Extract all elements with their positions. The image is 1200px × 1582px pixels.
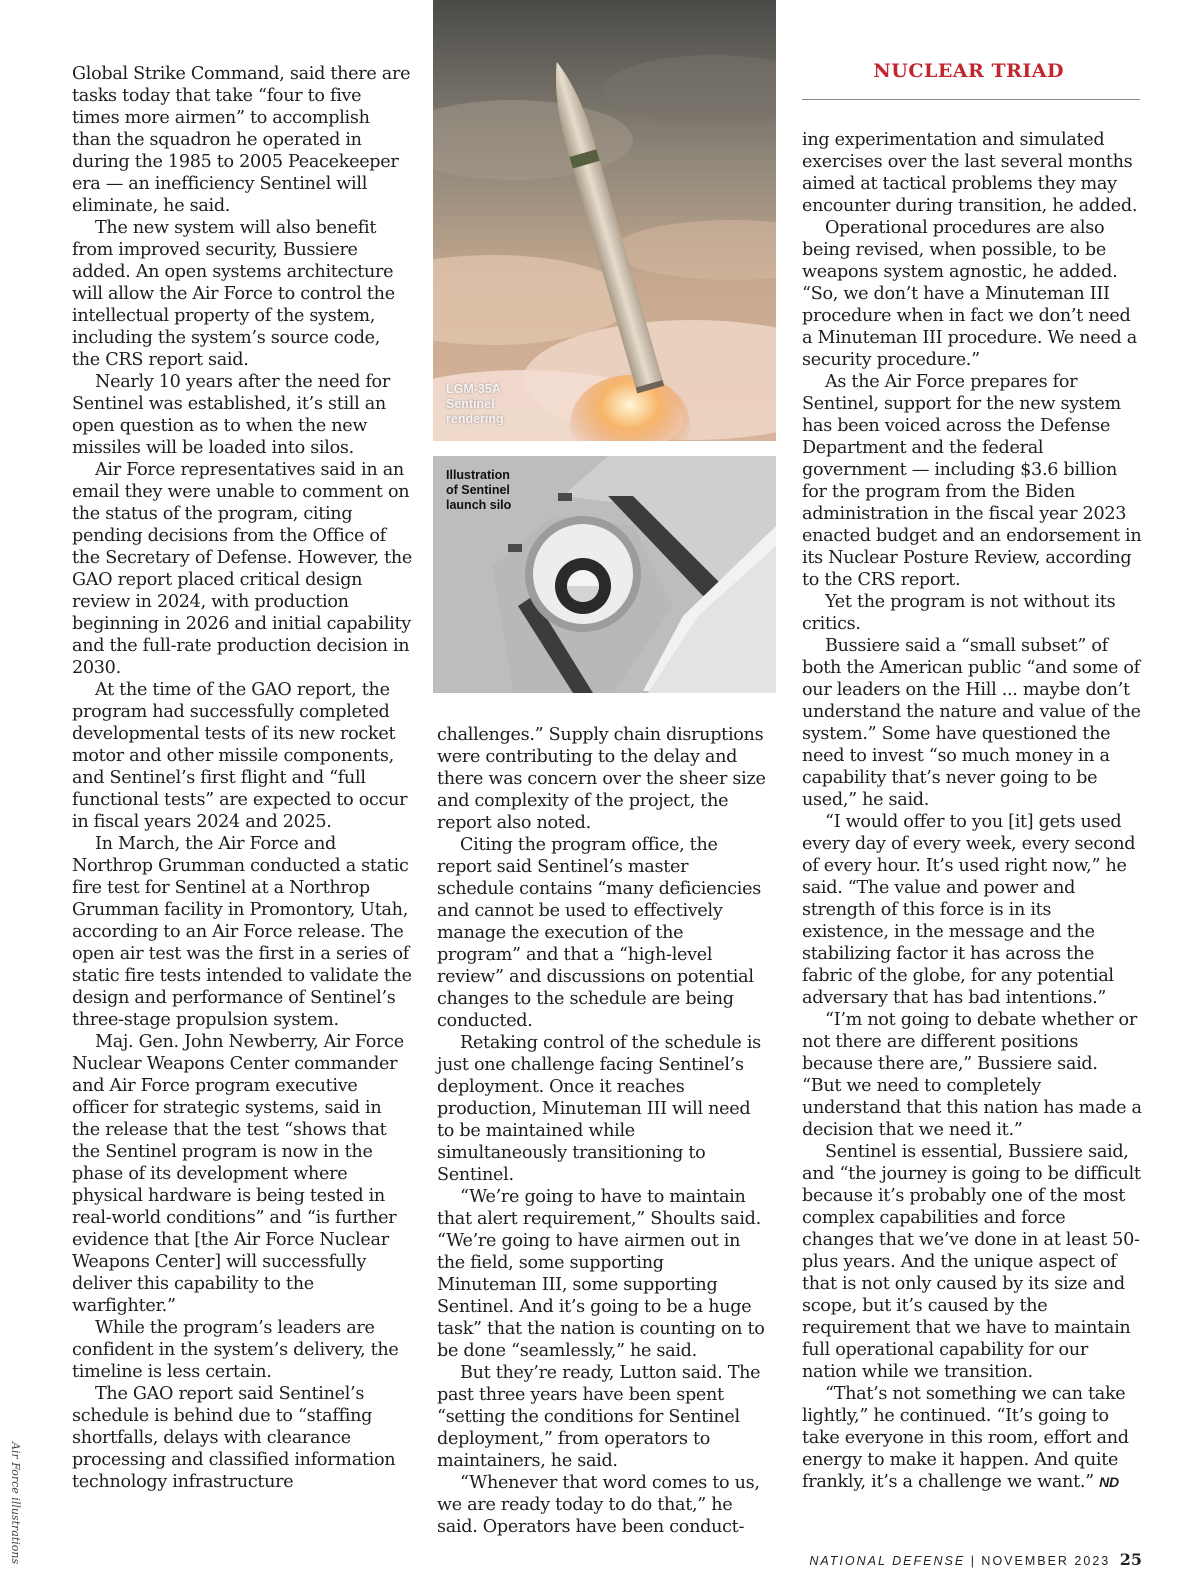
page-number: 25 (1119, 1550, 1142, 1569)
paragraph: At the time of the GAO report, the program had successfully completed developmental tests of its new rocket motor and other missile components, and Sentinel’s first flight and “full functional tests” are expected to occur in fiscal years 2024 and 2025. (72, 680, 408, 832)
paragraph: Retaking control of the schedule is just one challenge facing Sentinel’s deployment. Once it reaches production, Minuteman III will need to be maintained while simultaneously transitioning to Sentinel. (437, 1033, 761, 1185)
paragraph: Sentinel is essential, Bussiere said, and “the journey is going to be difficult because it’s probably one of the most complex capabilities and force changes that we’ve done in at least 50-plus years. And the unique aspect of that is not only caused by its size and scope, but it’s caused by the requirement that we have to maintain full operational capability for our nation while we transition. (802, 1142, 1141, 1382)
paragraph: Bussiere said a “small subset” of both the American public “and some of our leaders on the Hill ... maybe don’t understand the nature and value of the system.” Some have questioned the need to invest “so much money in a capability that’s never going to be used,” he said. (802, 636, 1141, 810)
caption-line: Illustration (446, 468, 510, 482)
paragraph-text: “That’s not something we can take lightly,” he continued. “It’s going to take everyone in this room, effort and energy to make it happen. And quite frankly, it’s a challenge we want.” (802, 1384, 1129, 1492)
issue-date: NOVEMBER 2023 (981, 1554, 1111, 1568)
paragraph: challenges.” Supply chain disruptions were contributing to the delay and there was concern over the sheer size and complexity of the project, the report also noted. (437, 725, 766, 833)
article-column-1 (72, 63, 412, 1493)
paragraph: The new system will also benefit from improved security, Bussiere added. An open systems architecture will allow the Air Force to control the intellectual property of the system, including the system’s source code, the CRS report said. (72, 218, 395, 370)
publication-name: NATIONAL DEFENSE (809, 1554, 966, 1568)
silo-image-caption (446, 468, 556, 513)
paragraph: Nearly 10 years after the need for Sentinel was established, it’s still an open question as to when the new missiles will be loaded into silos. (72, 372, 390, 458)
paragraph: Citing the program office, the report said Sentinel’s master schedule contains “many deficiencies and cannot be used to effectively manage the execution of the program” and that a “high-level review” and discussions on potential changes to the schedule are being conducted. (437, 835, 761, 1031)
page-footer (809, 1550, 1142, 1569)
paragraph: While the program’s leaders are confident in the system’s delivery, the timeline is less certain. (72, 1318, 399, 1382)
paragraph: As the Air Force prepares for Sentinel, support for the new system has been voiced across the Defense Department and the federal government — including $3.6 billion for the program from the Biden administration in the fiscal year 2023 enacted budget and an endorsement in its Nuclear Posture Review, according to the CRS report. (802, 372, 1142, 590)
article-column-3 (802, 129, 1142, 1493)
caption-line: of Sentinel (446, 483, 510, 497)
caption-line: rendering (446, 412, 504, 426)
paragraph: Yet the program is not without its critics. (802, 592, 1116, 634)
photo-credit-text: Air Force illustrations (9, 1442, 22, 1565)
paragraph: “I would offer to you [it] gets used every day of every week, every second of every hour. It’s used right now,” he said. “The value and power and strength of this force is in its existence, in the message and the stabilizing factor it has across the fabric of the globe, for any potential adversary that has bad intentions.” (802, 812, 1136, 1008)
rocket-rendering-graphic (433, 0, 776, 441)
end-mark: ND (1099, 1474, 1119, 1490)
paragraph-final (802, 1383, 1142, 1493)
paragraph: Global Strike Command, said there are tasks today that take “four to five times more airmen” to accomplish than the squadron he operated in during the 1985 to 2005 Peacekeeper era — an inefficiency Sentinel will eliminate, he said. (72, 64, 411, 216)
article-column-2 (437, 724, 767, 1538)
paragraph: But they’re ready, Lutton said. The past three years have been spent “setting the conditions for Sentinel deployment,” from operators to maintainers, he said. (437, 1363, 761, 1471)
paragraph: The GAO report said Sentinel’s schedule is behind due to “staffing shortfalls, delays with clearance processing and classified information technology infrastructure (72, 1384, 396, 1492)
paragraph: “I’m not going to debate whether or not there are different positions because there are,” Bussiere said. “But we need to completely understand that this nation has made a decision that we need it.” (802, 1010, 1142, 1140)
caption-line: LGM-35A (446, 382, 501, 396)
section-rule (802, 99, 1140, 100)
paragraph: ing experimentation and simulated exercises over the last several months aimed at tactical problems they may encounter during transition, he added. (802, 130, 1138, 216)
section-label: NUCLEAR TRIAD (873, 60, 1064, 82)
rocket-image-caption (446, 382, 566, 427)
caption-line: Sentinel (446, 397, 495, 411)
footer-separator: | (970, 1554, 976, 1568)
paragraph: In March, the Air Force and Northrop Grumman conducted a static fire test for Sentinel at a Northrop Grumman facility in Promontory, Utah, according to an Air Force release. The open air test was the first in a series of static fire tests intended to validate the design and performance of Sentinel’s three-stage propulsion system. (72, 834, 412, 1030)
paragraph: “We’re going to have to maintain that alert requirement,” Shoults said. “We’re going to have airmen out in the field, some supporting Minuteman III, some supporting Sentinel. And it’s going to be a huge task” that the nation is counting on to be done “seamlessly,” he said. (437, 1187, 765, 1361)
paragraph: Air Force representatives said in an email they were unable to comment on the status of the program, citing pending decisions from the Office of the Secretary of Defense. However, the GAO report placed critical design review in 2024, with production beginning in 2026 and initial capability and the full-rate production decision in 2030. (72, 460, 412, 678)
paragraph: Operational procedures are also being revised, when possible, to be weapons system agnostic, he added. “So, we don’t have a Minuteman III procedure when in fact we don’t need a Minuteman III procedure. We need a security procedure.” (802, 218, 1137, 370)
caption-line: launch silo (446, 498, 512, 512)
rocket-rendering-image (433, 0, 776, 441)
paragraph: Maj. Gen. John Newberry, Air Force Nuclear Weapons Center commander and Air Force program executive officer for strategic systems, said in the release that the test “shows that the Sentinel program is now in the phase of its development where physical hardware is being tested in real-world conditions” and “is further evidence that [the Air Force Nuclear Weapons Center] will successfully deliver this capability to the warfighter.” (72, 1032, 404, 1316)
paragraph: “Whenever that word comes to us, we are ready today to do that,” he said. Operators have been conduct- (437, 1473, 760, 1537)
